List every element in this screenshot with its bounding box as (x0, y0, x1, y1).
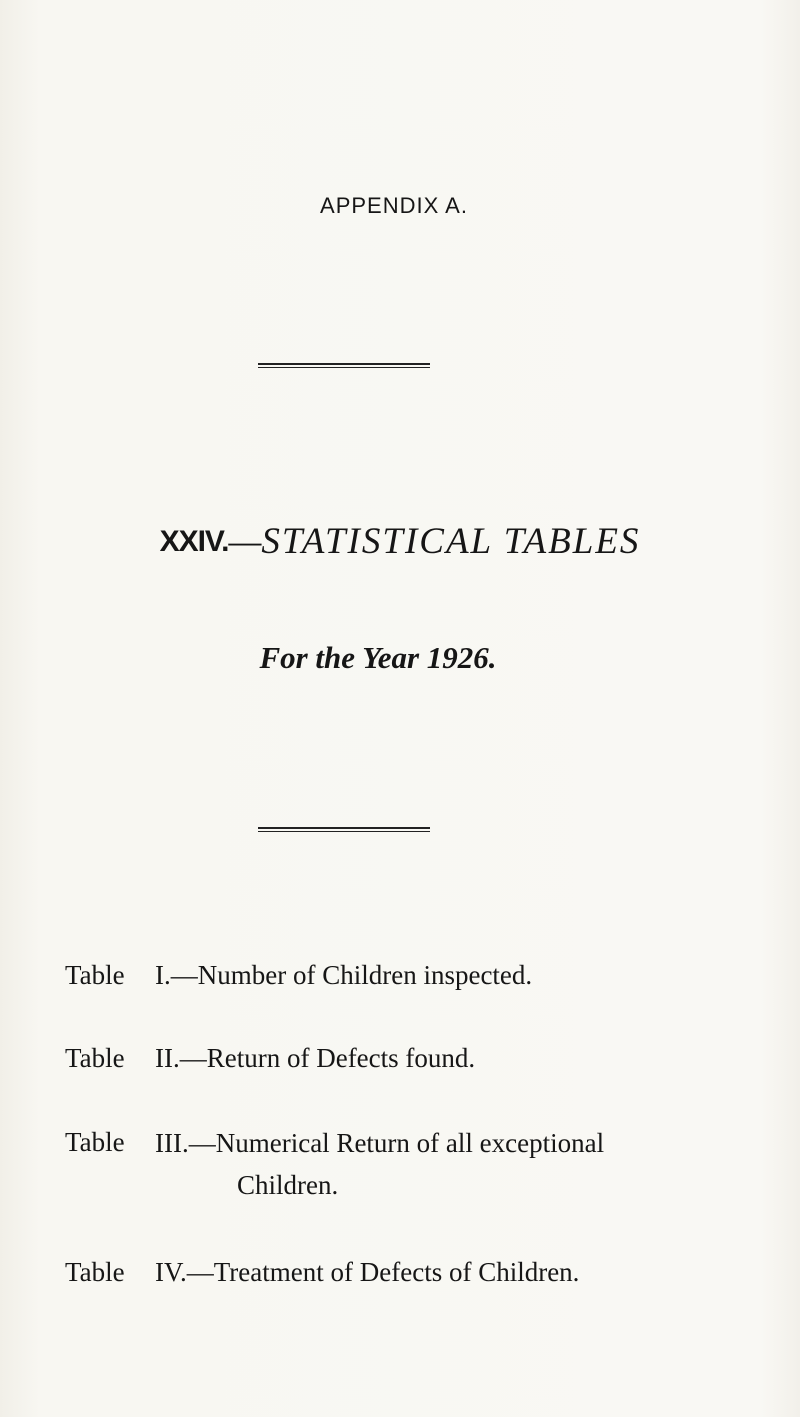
year-subtitle: For the Year 1926. (259, 640, 497, 675)
appendix-heading: APPENDIX A. (320, 193, 468, 218)
section-title (0, 520, 800, 563)
table-list-item (65, 1122, 765, 1206)
title-dash: — (228, 521, 262, 562)
table-number: IV. (155, 1257, 187, 1287)
section-title-text: STATISTICAL TABLES (261, 521, 641, 562)
table-description: —Return of Defects found. (179, 1043, 476, 1073)
table-label: Table (65, 1127, 125, 1157)
table-number: III. (155, 1128, 189, 1158)
table-number: I. (155, 960, 171, 990)
table-label: Table (65, 1257, 125, 1287)
table-description: —Treatment of Defects of Children. (186, 1257, 580, 1287)
table-label: Table (65, 1043, 125, 1073)
top-double-rule (258, 363, 430, 368)
table-list-item (65, 1038, 765, 1078)
table-number: II. (155, 1043, 180, 1073)
bottom-double-rule (258, 827, 430, 832)
section-number: XXIV. (159, 525, 229, 558)
table-description: —Number of Children inspected. (170, 960, 533, 990)
table-description-continued: Children. (237, 1170, 339, 1200)
table-label: Table (65, 960, 125, 990)
table-list-item (65, 1252, 765, 1292)
table-description: —Numerical Return of all exceptional (188, 1128, 605, 1158)
table-list-item (65, 955, 765, 995)
